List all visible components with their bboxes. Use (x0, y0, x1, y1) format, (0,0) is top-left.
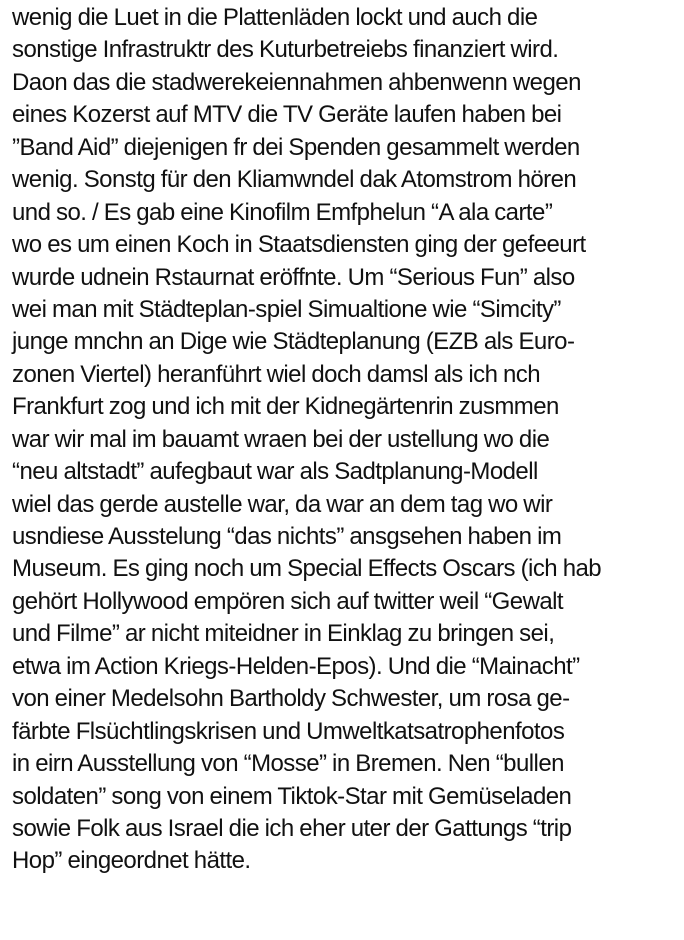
text-line: in eirn Ausstellung von “Mosse” in Bremen. Nen “bullen (12, 750, 564, 778)
text-line: gehört Hollywood empören sich auf twitter weil “Gewalt (12, 587, 564, 615)
text-line: war wir mal im bauamt wraen bei der ustellung wo die (12, 425, 550, 453)
text-line: wei man mit Städteplan-spiel Simualtione wie “Simcity” (12, 295, 561, 323)
text-line: eines Kozerst auf MTV die TV Geräte laufen haben bei (12, 101, 562, 129)
text-line: wurde udnein Rstaurnat eröffnte. Um “Serious Fun” also (12, 263, 575, 291)
text-line: “neu altstadt” aufegbaut war als Sadtplanung-Modell (12, 458, 538, 486)
text-line: wenig. Sonstg für den Kliamwndel dak Atomstrom hören (12, 166, 577, 194)
text-line: wo es um einen Koch in Staatsdiensten ging der gefeeurt (12, 231, 586, 259)
text-line: Daon das die stadwerekeiennahmen ahbenwenn wegen (12, 68, 581, 96)
text-line: soldaten” song von einem Tiktok-Star mit Gemüseladen (12, 782, 572, 810)
text-line: Hop” eingeordnet hätte. (12, 847, 251, 875)
text-line: sowie Folk aus Israel die ich eher uter der Gattungs “trip (12, 814, 572, 842)
text-line: und Filme” ar nicht miteidner in Einklag zu bringen sei, (12, 620, 555, 648)
text-line: und so. / Es gab eine Kinofilm Emfphelun “A ala carte” (12, 198, 553, 226)
text-line: Museum. Es ging noch um Special Effects Oscars (ich hab (12, 555, 602, 583)
text-line: etwa im Action Kriegs-Helden-Epos). Und die “Mainacht” (12, 652, 580, 680)
body-text (12, 2, 678, 878)
text-line: wiel das gerde austelle war, da war an dem tag wo wir (12, 490, 553, 518)
text-line: Frankfurt zog und ich mit der Kidnegärtenrin zusmmen (12, 393, 559, 421)
text-line: ”Band Aid” diejenigen fr dei Spenden gesammelt werden (12, 133, 580, 161)
text-line: wenig die Luet in die Plattenläden lockt und auch die (12, 4, 538, 31)
text-line: von einer Medelsohn Bartholdy Schwester, um rosa ge- (12, 685, 570, 713)
text-line: zonen Viertel) heranführt wiel doch damsl als ich nch (12, 360, 541, 388)
text-line: färbte Flsüchtlingskrisen und Umweltkatsatrophenfotos (12, 717, 565, 745)
text-line: usndiese Ausstelung “das nichts” ansgsehen haben im (12, 523, 562, 550)
text-line: junge mnchn an Dige wie Städteplanung (EZB als Euro- (12, 328, 575, 356)
text-line: sonstige Infrastruktr des Kuturbetreiebs finanziert wird. (12, 36, 559, 64)
